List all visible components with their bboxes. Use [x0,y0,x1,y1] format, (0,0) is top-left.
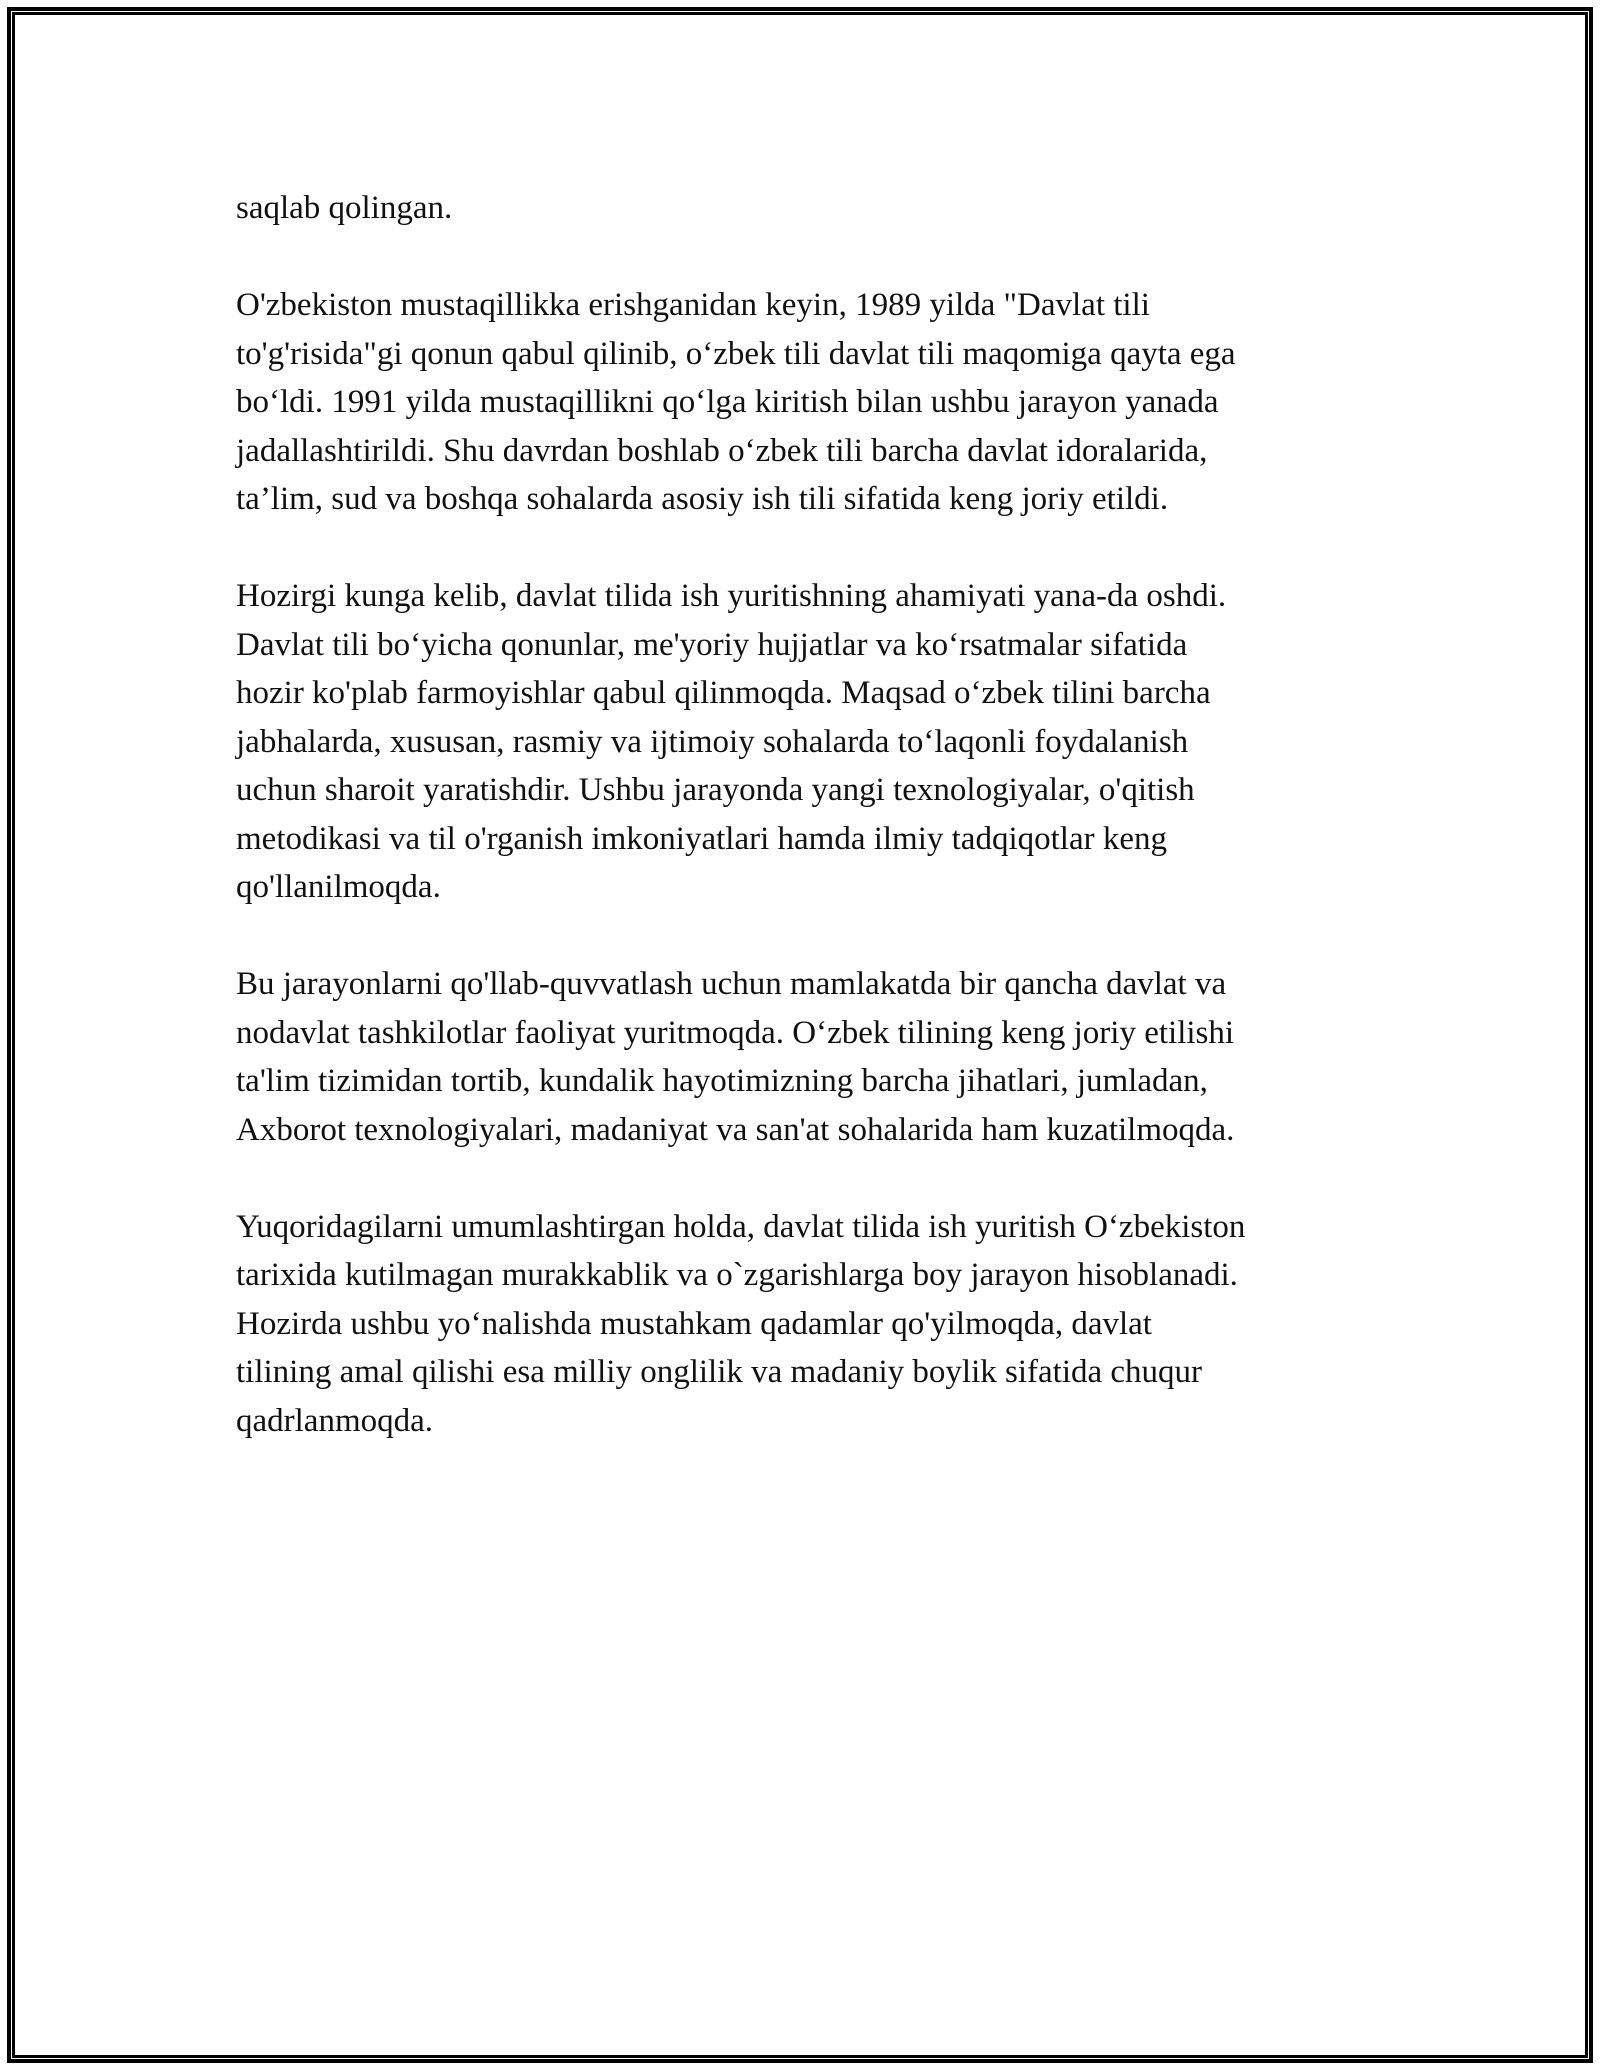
document-body [236,184,1416,1494]
paragraph-1: saqlab qolingan. [236,190,453,226]
paragraph-3: Hozirgi kunga kelib, davlat tilida ish yuritishning ahamiyati yana-da oshdi. Davlat tili bo‘yicha qonunlar, me'yoriy hujjatlar va ko‘rsatmalar sifatida hozir ko'plab farmoyishlar qabul qilinmoqda. Maqsad o‘zbek tilini barcha jabhalarda, xususan, rasmiy va ijtimoiy sohalarda to‘laqonli foydalanish uchun sharoit yaratishdir. Ushbu jarayonda yangi texnologiyalar, o'qitish metodikasi va til o'rganish imkoniyatlari hamda ilmiy tadqiqotlar keng qo'llanilmoqda. [236,578,1227,905]
paragraph-4: Bu jarayonlarni qo'llab-quvvatlash uchun mamlakatda bir qancha davlat va nodavlat tashkilotlar faoliyat yuritmoqda. O‘zbek tilining keng joriy etilishi ta'lim tizimidan tortib, kundalik hayotimizning barcha jihatlari, jumladan, Axborot texnologiyalari, madaniyat va san'at sohalarida ham kuzatilmoqda. [236,966,1235,1148]
paragraph-2: O'zbekiston mustaqillikka erishganidan keyin, 1989 yilda "Davlat tili to'g'risida"gi qonun qabul qilinib, o‘zbek tili davlat tili maqomiga qayta ega bo‘ldi. 1991 yilda mustaqillikni qo‘lga kiritish bilan ushbu jarayon yanada jadallashtirildi. Shu davrdan boshlab o‘zbek tili barcha davlat idoralarida, ta’lim, sud va boshqa sohalarda asosiy ish tili sifatida keng joriy etildi. [236,287,1236,517]
paragraph-5: Yuqoridagilarni umumlashtirgan holda, davlat tilida ish yuritish O‘zbekiston tarixida kutilmagan murakkablik va o`zgarishlarga boy jarayon hisoblanadi. Hozirda ushbu yo‘nalishda mustahkam qadamlar qo'yilmoqda, davlat tilining amal qilishi esa milliy onglilik va madaniy boylik sifatida chuqur qadrlanmoqda. [236,1208,1246,1439]
